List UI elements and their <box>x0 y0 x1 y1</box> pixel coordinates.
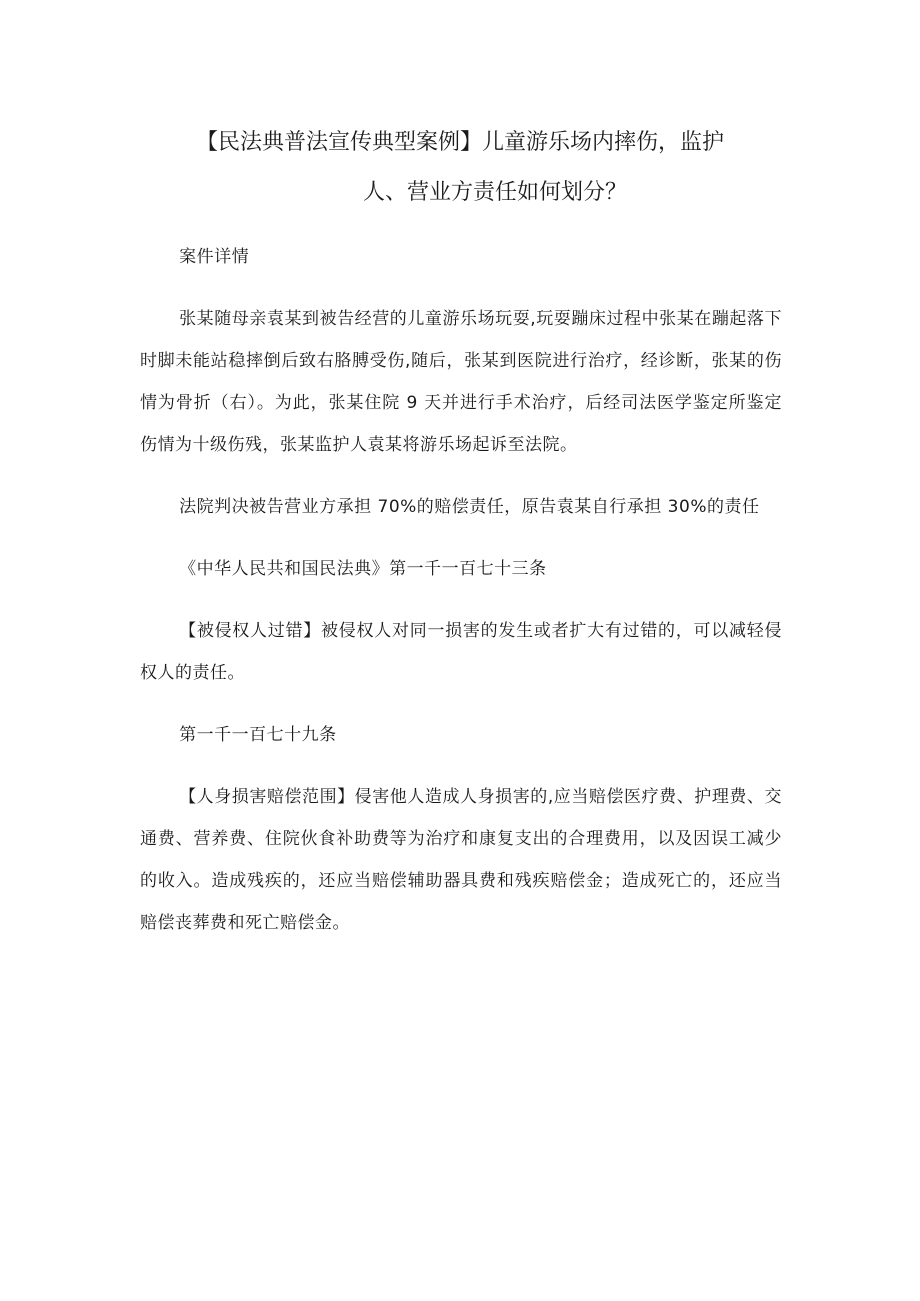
title-line-2: 人、营业方责任如何划分？ <box>362 180 627 205</box>
article-1179-title: 第一千一百七十九条 <box>179 725 337 745</box>
law-title: 《中华人民共和国民法典》第一千一百七十三条 <box>179 559 547 579</box>
case-body-paragraph: 张某随母亲袁某到被告经营的儿童游乐场玩耍,玩耍蹦床过程中张某在蹦起落下时脚未能站稳摔倒后致右胳膊受伤,随后，张某到医院进行治疗，经诊断，张某的伤情为骨折（右）。为此，张某住院 9 天并进行手术治疗，后经司法医学鉴定所鉴定伤情为十级伤残，张某监护人袁某将游乐场起诉至法院。 <box>140 309 782 455</box>
title-line-1: 【民法典普法宣传典型案例】儿童游乐场内摔伤，监护 <box>195 130 724 155</box>
article-1179-paragraph: 【人身损害赔偿范围】侵害他人造成人身损害的,应当赔偿医疗费、护理费、交通费、营养费、住院伙食补助费等为治疗和康复支出的合理费用，以及因误工减少的收入。造成残疾的，还应当赔偿辅助器具费和残疾赔偿金；造成死亡的，还应当赔偿丧葬费和死亡赔偿金。 <box>140 787 782 933</box>
article-1173-paragraph: 【被侵权人过错】被侵权人对同一损害的发生或者扩大有过错的，可以减轻侵权人的责任。 <box>140 621 782 683</box>
document-body <box>140 236 782 944</box>
case-heading: 案件详情 <box>179 247 250 267</box>
judgment-paragraph: 法院判决被告营业方承担 70%的赔偿责任，原告袁某自行承担 30%的责任 <box>179 497 760 517</box>
document-title <box>140 118 780 218</box>
